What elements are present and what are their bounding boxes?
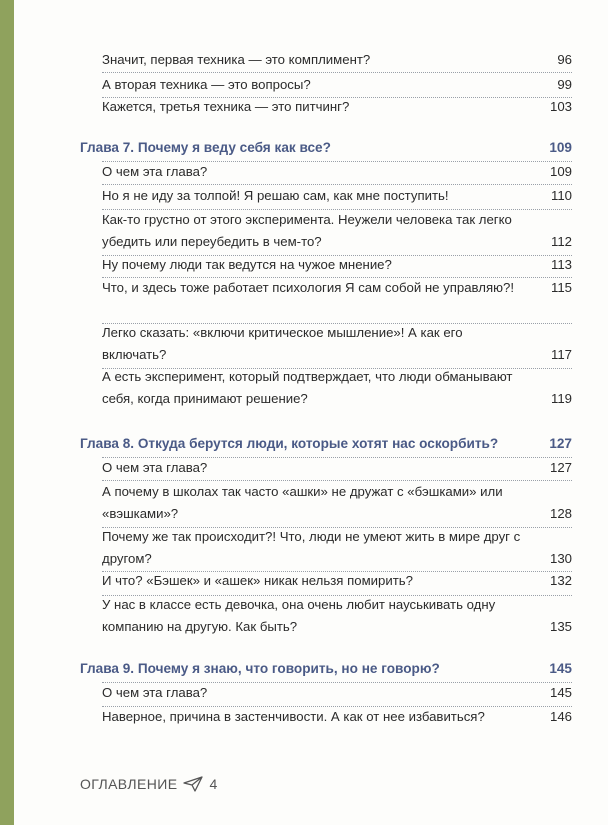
toc-entry-title: Значит, первая техника — это комплимент?: [102, 52, 371, 67]
paper-plane-icon: [183, 776, 203, 792]
toc-entry-page: 110: [550, 188, 572, 203]
toc-entry[interactable]: [102, 96, 572, 118]
chapter-title: Глава 7. Почему я веду себя как все?: [80, 140, 331, 155]
toc-entry[interactable]: [102, 457, 572, 479]
toc-entry[interactable]: [102, 322, 572, 366]
toc-entry-title: У нас в классе есть девочка, она очень любит науськивать одну компанию на другую. Как быть?: [102, 597, 496, 634]
book-page: [14, 0, 608, 825]
toc-entry[interactable]: [102, 481, 572, 525]
toc-entry-title: А вторая техника — это вопросы?: [102, 77, 311, 92]
toc-entry[interactable]: [102, 706, 572, 728]
chapter-title: Глава 8. Откуда берутся люди, которые хотят нас оскорбить?: [80, 436, 499, 451]
toc-entry-page: 99: [557, 77, 572, 92]
toc-entry-page: 119: [550, 391, 572, 406]
chapter-title: Глава 9. Почему я знаю, что говорить, но не говорю?: [80, 661, 440, 676]
toc-entry-page: 130: [549, 551, 572, 566]
toc-entry-title: Наверное, причина в застенчивости. А как от нее избавиться?: [102, 709, 485, 724]
toc-entry-page: 145: [549, 685, 572, 700]
toc-entry-title: О чем эта глава?: [102, 685, 208, 700]
page-footer: [80, 776, 218, 792]
chapter-heading[interactable]: [80, 137, 572, 159]
toc-entry-page: 109: [549, 164, 572, 179]
chapter-page: 109: [549, 140, 572, 155]
toc-entry-page: 115: [550, 280, 572, 295]
toc-entry-page: 132: [549, 573, 572, 588]
toc-entry-page: 103: [549, 99, 572, 114]
toc-entry-title: И что? «Бэшек» и «ашек» никак нельзя помирить?: [102, 573, 413, 588]
toc-entry[interactable]: [102, 682, 572, 704]
toc-entry-title: Ну почему люди так ведутся на чужое мнение?: [102, 257, 392, 272]
toc-entry-page: 113: [550, 257, 572, 272]
toc-entry[interactable]: [102, 209, 572, 253]
toc-entry-title: О чем эта глава?: [102, 460, 208, 475]
toc-entry-title: О чем эта глава?: [102, 164, 208, 179]
toc-entry-title: Как-то грустно от этого эксперимента. Неужели человека так легко убедить или переубедить в чем-то?: [102, 212, 512, 249]
toc-entry-title: А есть эксперимент, который подтверждает, что люди обманывают себя, когда принимают решение?: [102, 369, 513, 406]
toc-entry-title: Легко сказать: «включи критическое мышление»! А как его включать?: [102, 325, 463, 362]
toc-entry[interactable]: [102, 254, 572, 276]
toc-entry-title: Почему же так происходит?! Что, люди не умеют жить в мире друг с другом?: [102, 529, 521, 566]
toc-entry[interactable]: [102, 277, 572, 299]
toc-entry[interactable]: [102, 185, 572, 207]
chapter-heading[interactable]: [80, 433, 572, 455]
separator: [102, 72, 572, 73]
toc-entry-page: 127: [549, 460, 572, 475]
toc-entry-page: 117: [550, 347, 572, 362]
toc-entry[interactable]: [102, 74, 572, 96]
toc-entry-title: Что, и здесь тоже работает психология Я сам собой не управляю?!: [102, 280, 514, 295]
toc-entry[interactable]: [102, 161, 572, 183]
toc-entry[interactable]: [102, 366, 572, 410]
chapter-page: 145: [549, 661, 572, 676]
toc-entry-title: А почему в школах так часто «ашки» не дружат с «бэшками» или «вэшками»?: [102, 484, 503, 521]
page-number: 4: [209, 776, 218, 792]
toc-entry[interactable]: [102, 49, 572, 71]
toc-entry-page: 135: [549, 619, 572, 634]
toc-entry-page: 96: [557, 52, 572, 67]
toc-entry-page: 128: [549, 506, 572, 521]
toc-entry-page: 112: [550, 234, 572, 249]
chapter-page: 127: [549, 436, 572, 451]
toc-entry[interactable]: [102, 594, 572, 638]
toc-entry-title: Кажется, третья техника — это питчинг?: [102, 99, 350, 114]
toc-entry-title: Но я не иду за толпой! Я решаю сам, как мне поступить!: [102, 188, 449, 203]
chapter-heading[interactable]: [80, 658, 572, 680]
footer-label: ОГЛАВЛЕНИЕ: [80, 776, 178, 792]
toc-entry[interactable]: [102, 570, 572, 592]
toc-entry-page: 146: [549, 709, 572, 724]
toc-entry[interactable]: [102, 526, 572, 570]
